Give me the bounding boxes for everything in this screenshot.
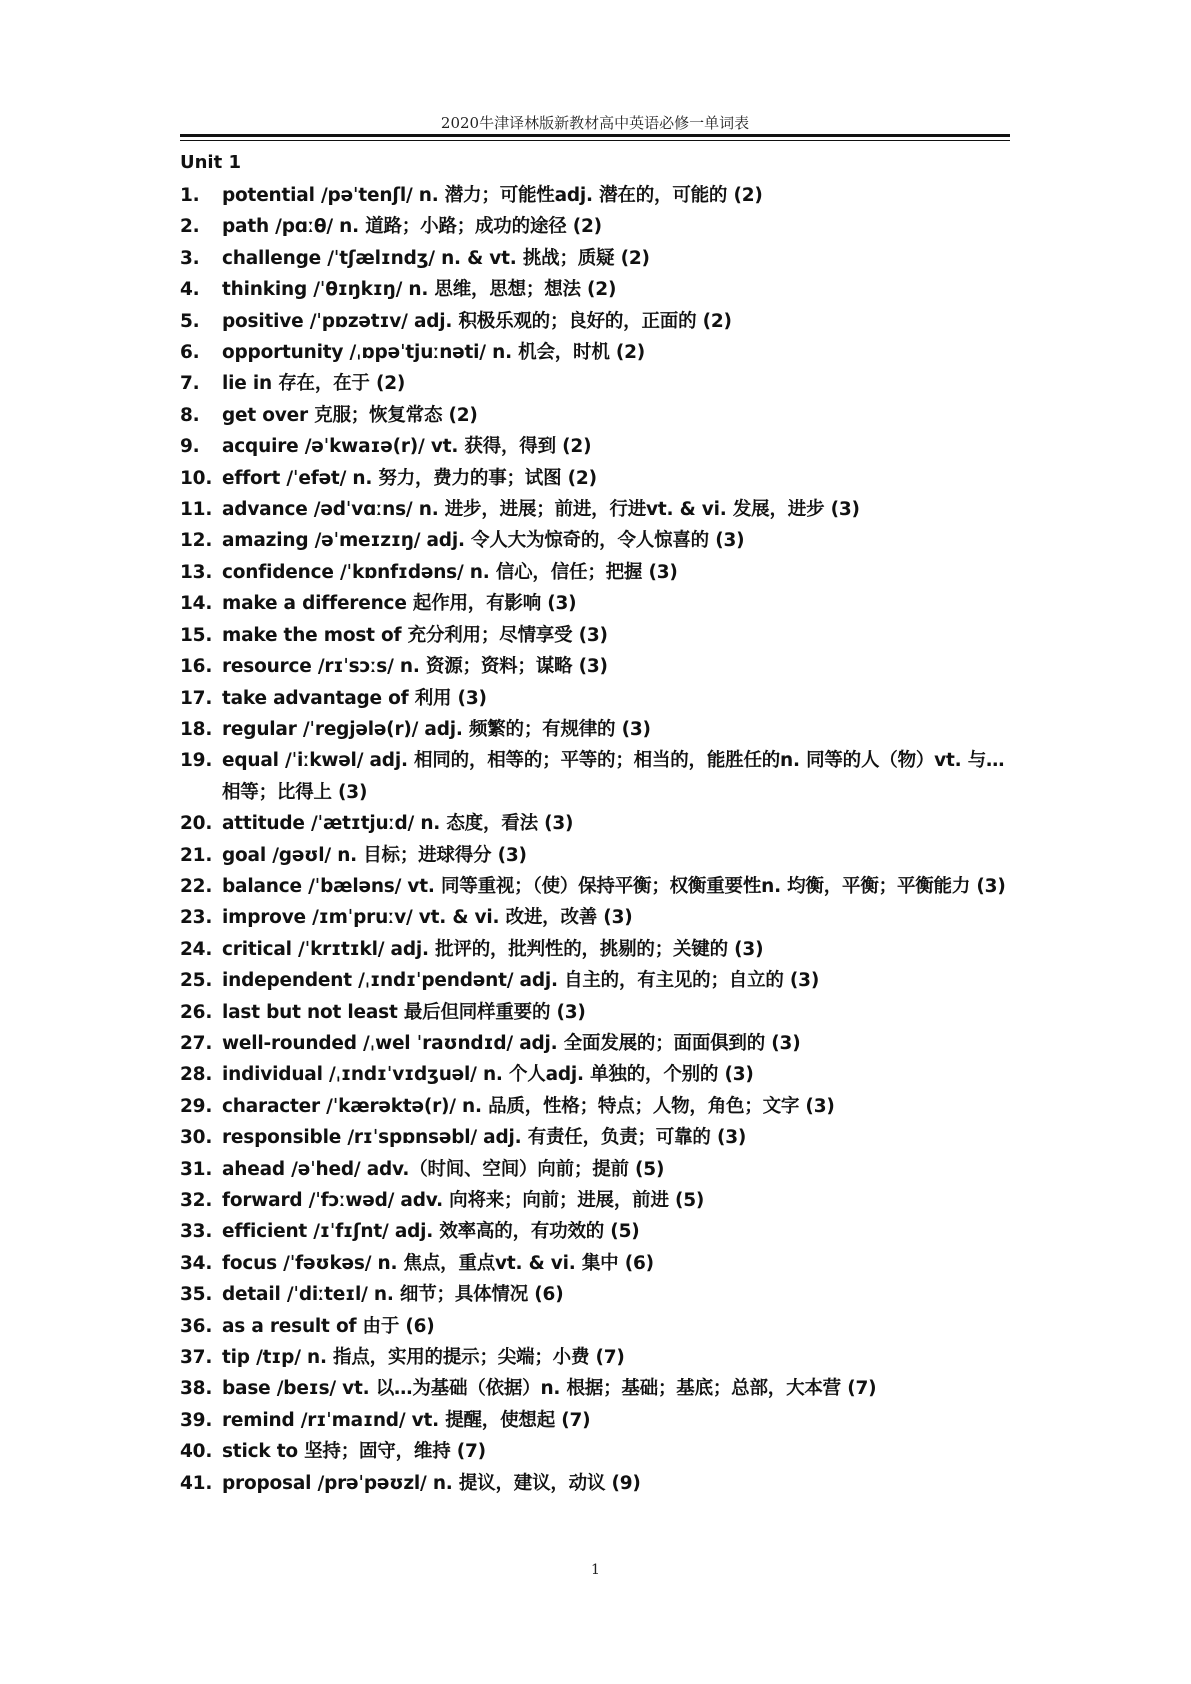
vocab-item-number: 7. — [180, 373, 200, 395]
vocab-item-entry: proposal /prəˈpəʊzl/ n. 提议，建议，动议 (9) — [222, 1472, 641, 1494]
vocab-item-entry: get over 克服；恢复常态 (2) — [222, 404, 478, 426]
vocab-item-entry: take advantage of 利用 (3) — [222, 687, 487, 709]
vocab-item — [180, 997, 1010, 1028]
vocab-item-entry: well-rounded /ˌwel ˈraʊndɪd/ adj. 全面发展的；面面俱到的 (3) — [222, 1032, 801, 1054]
vocab-item-entry: effort /ˈefət/ n. 努力，费力的事；试图 (2) — [222, 467, 597, 489]
vocab-item-entry: forward /ˈfɔːwəd/ adv. 向将来；向前；进展，前进 (5) — [222, 1190, 705, 1211]
vocab-item-number: 38. — [180, 1378, 213, 1400]
vocab-item-number: 4. — [180, 279, 200, 301]
vocab-item-entry: goal /gəʊl/ n. 目标；进球得分 (3) — [222, 844, 527, 866]
vocab-item-number: 31. — [180, 1158, 213, 1180]
vocab-item — [180, 1028, 1010, 1059]
vocab-item — [180, 651, 1010, 682]
vocab-item — [180, 683, 1010, 714]
vocab-item-number: 11. — [180, 499, 213, 521]
vocab-item-number: 3. — [180, 247, 200, 269]
vocab-item-number: 40. — [180, 1441, 213, 1463]
vocab-item-number: 5. — [180, 310, 200, 332]
vocab-item — [180, 1185, 1010, 1216]
vocab-item-entry: opportunity /ˌɒpəˈtjuːnəti/ n. 机会，时机 (2) — [222, 342, 646, 364]
vocab-item-number: 27. — [180, 1032, 213, 1054]
vocab-item-entry: individual /ˌɪndɪˈvɪdʒuəl/ n. 个人adj. 单独的，个别的 (3) — [222, 1064, 754, 1086]
vocab-item-entry: focus /ˈfəʊkəs/ n. 焦点，重点vt. & vi. 集中 (6) — [222, 1252, 654, 1274]
vocab-item — [180, 1468, 1010, 1499]
vocab-item-number: 28. — [180, 1064, 213, 1086]
vocab-item — [180, 1373, 1010, 1404]
vocab-item — [180, 808, 1010, 839]
vocab-item — [180, 965, 1010, 996]
vocab-item-entry: character /ˈkærəktə(r)/ n. 品质，性格；特点；人物，角色；文字 (3) — [222, 1095, 835, 1117]
vocab-item-number: 41. — [180, 1472, 213, 1494]
vocab-item-number: 29. — [180, 1095, 213, 1117]
page-header: 2020牛津译林版新教材高中英语必修一单词表 — [440, 114, 750, 132]
vocab-item — [180, 1154, 1010, 1185]
vocab-item — [180, 840, 1010, 871]
vocab-item-number: 8. — [180, 404, 200, 426]
vocab-item-entry: amazing /əˈmeɪzɪŋ/ adj. 令人大为惊奇的，令人惊喜的 (3) — [222, 530, 745, 552]
vocab-item-entry: positive /ˈpɒzətɪv/ adj. 积极乐观的；良好的，正面的 (2) — [222, 310, 732, 332]
vocab-item-entry: stick to 坚持；固守，维持 (7) — [222, 1441, 486, 1463]
vocab-item-number: 25. — [180, 970, 213, 992]
vocab-item-number: 17. — [180, 687, 213, 709]
vocab-item-number: 24. — [180, 938, 213, 960]
vocab-item-number: 36. — [180, 1315, 213, 1337]
vocab-item — [180, 1216, 1010, 1247]
vocab-item-number: 23. — [180, 907, 213, 929]
vocab-item-entry: resource /rɪˈsɔːs/ n. 资源；资料；谋略 (3) — [222, 656, 608, 678]
vocab-item-entry: responsible /rɪˈspɒnsəbl/ adj. 有责任，负责；可靠的 (3) — [222, 1127, 747, 1149]
vocab-item-entry: potential /pəˈtenʃl/ n. 潜力；可能性adj. 潜在的，可能的 (2) — [222, 185, 763, 206]
vocab-item — [180, 588, 1010, 619]
vocab-item-number: 39. — [180, 1409, 213, 1431]
vocab-item — [180, 368, 1010, 399]
vocab-item — [180, 463, 1010, 494]
header-rule-thick — [180, 134, 1010, 137]
vocabulary-list — [180, 180, 1010, 1499]
vocab-item-number: 13. — [180, 561, 213, 583]
vocab-item-entry: attitude /ˈætɪtjuːd/ n. 态度，看法 (3) — [222, 813, 574, 835]
vocab-item — [180, 934, 1010, 965]
vocab-item-number: 14. — [180, 593, 213, 615]
vocab-item-number: 30. — [180, 1127, 213, 1149]
vocab-item — [180, 525, 1010, 556]
vocab-item-entry: balance /ˈbæləns/ vt. 同等重视；（使）保持平衡；权衡重要性n. 均衡，平衡；平衡能力 (3) — [222, 875, 1006, 897]
vocab-item-number: 32. — [180, 1190, 213, 1211]
vocab-item — [180, 620, 1010, 651]
vocab-item — [180, 306, 1010, 337]
vocab-item-number: 35. — [180, 1284, 213, 1306]
vocab-item — [180, 902, 1010, 933]
vocab-item — [180, 431, 1010, 462]
vocab-item — [180, 745, 1010, 808]
vocab-item — [180, 400, 1010, 431]
vocab-item-number: 26. — [180, 1001, 213, 1023]
vocab-item — [180, 871, 1010, 902]
vocab-item-entry: ahead /əˈhed/ adv.（时间、空间）向前；提前 (5) — [222, 1158, 665, 1180]
vocab-item — [180, 243, 1010, 274]
vocab-item-entry: make the most of 充分利用；尽情享受 (3) — [222, 624, 608, 646]
vocab-item-entry: confidence /ˈkɒnfɪdəns/ n. 信心，信任；把握 (3) — [222, 561, 678, 583]
vocab-item-number: 18. — [180, 718, 213, 740]
vocab-item — [180, 180, 1010, 211]
vocab-item-number: 21. — [180, 844, 213, 866]
vocab-item — [180, 494, 1010, 525]
vocab-item-number: 2. — [180, 216, 200, 238]
vocab-item-entry: as a result of 由于 (6) — [222, 1315, 435, 1337]
vocab-item-number: 20. — [180, 813, 213, 835]
vocab-item-entry: thinking /ˈθɪŋkɪŋ/ n. 思维，思想；想法 (2) — [222, 279, 617, 301]
vocab-item — [180, 1059, 1010, 1090]
vocab-item-entry: critical /ˈkrɪtɪkl/ adj. 批评的，批判性的，挑剔的；关键的 (3) — [222, 938, 764, 960]
vocab-item — [180, 211, 1010, 242]
vocab-item — [180, 714, 1010, 745]
vocab-item-entry: challenge /ˈtʃælɪndʒ/ n. & vt. 挑战；质疑 (2) — [222, 247, 650, 269]
vocab-item — [180, 1122, 1010, 1153]
vocab-item-entry: improve /ɪmˈpruːv/ vt. & vi. 改进，改善 (3) — [222, 907, 633, 929]
vocab-item-number: 15. — [180, 624, 213, 646]
vocab-item-entry: lie in 存在，在于 (2) — [222, 373, 406, 395]
vocab-item — [180, 1279, 1010, 1310]
header-rule-thin — [180, 140, 1010, 141]
vocab-item-entry: regular /ˈregjələ(r)/ adj. 频繁的；有规律的 (3) — [222, 718, 651, 740]
vocab-item-number: 12. — [180, 530, 213, 552]
vocab-item — [180, 1436, 1010, 1467]
vocab-item — [180, 1091, 1010, 1122]
vocab-item-entry: efficient /ɪˈfɪʃnt/ adj. 效率高的，有功效的 (5) — [222, 1221, 640, 1243]
vocab-item-number: 6. — [180, 342, 200, 364]
unit-title: Unit 1 — [180, 152, 241, 173]
vocab-item-entry: make a difference 起作用，有影响 (3) — [222, 593, 577, 615]
vocab-item — [180, 1248, 1010, 1279]
vocab-item-entry: equal /ˈiːkwəl/ adj. 相同的，相等的；平等的；相当的，能胜任的n. 同等的人（物）vt. 与…相等；比得上 (3) — [222, 750, 1005, 803]
vocab-item — [180, 1342, 1010, 1373]
vocab-item-number: 22. — [180, 875, 213, 897]
vocab-item-number: 10. — [180, 467, 213, 489]
vocab-item — [180, 557, 1010, 588]
vocab-item-number: 19. — [180, 750, 213, 772]
vocab-item — [180, 274, 1010, 305]
vocab-item-entry: advance /ədˈvɑːns/ n. 进步，进展；前进，行进vt. & vi. 发展，进步 (3) — [222, 499, 860, 521]
vocab-item-number: 37. — [180, 1347, 213, 1369]
vocab-item-entry: remind /rɪˈmaɪnd/ vt. 提醒，使想起 (7) — [222, 1409, 591, 1431]
vocab-item-number: 16. — [180, 656, 213, 678]
vocab-item-entry: acquire /əˈkwaɪə(r)/ vt. 获得，得到 (2) — [222, 436, 592, 458]
page-number: 1 — [591, 1562, 600, 1578]
vocab-item-entry: detail /ˈdiːteɪl/ n. 细节；具体情况 (6) — [222, 1284, 564, 1306]
vocab-item-number: 9. — [180, 436, 200, 458]
vocab-item-entry: base /beɪs/ vt. 以…为基础（依据）n. 根据；基础；基底；总部，大本营 (7) — [222, 1378, 877, 1400]
vocab-item — [180, 1405, 1010, 1436]
vocab-item-number: 34. — [180, 1252, 213, 1274]
vocab-item — [180, 1311, 1010, 1342]
vocab-item-entry: path /pɑːθ/ n. 道路；小路；成功的途径 (2) — [222, 216, 602, 238]
vocab-item-entry: independent /ˌɪndɪˈpendənt/ adj. 自主的，有主见的；自立的 (3) — [222, 970, 820, 992]
vocab-item — [180, 337, 1010, 368]
vocab-item-entry: last but not least 最后但同样重要的 (3) — [222, 1001, 586, 1023]
vocab-item-number: 1. — [180, 185, 200, 206]
vocab-item-entry: tip /tɪp/ n. 指点，实用的提示；尖端；小费 (7) — [222, 1347, 625, 1369]
vocab-item-number: 33. — [180, 1221, 213, 1243]
